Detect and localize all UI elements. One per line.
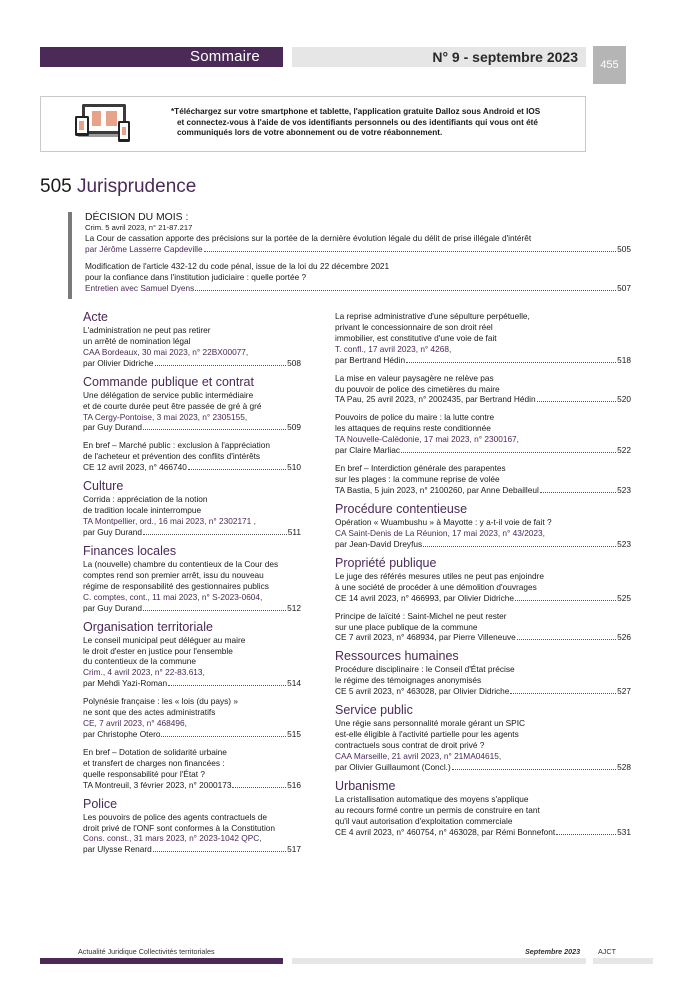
section-name: Jurisprudence bbox=[76, 176, 197, 197]
page-ref: 518 bbox=[617, 354, 631, 365]
entry-ref: CAA Bordeaux, 30 mai 2023, n° 22BX00077, bbox=[83, 346, 249, 357]
page-ref: 510 bbox=[287, 462, 301, 473]
entry-line: En bref – Marché public : exclusion à l'appréciation bbox=[83, 440, 270, 451]
app-text-line: *Téléchargez sur votre smartphone et tablette, l'application gratuite Dalloz sous Android et IOS bbox=[171, 107, 541, 116]
decision-author: par Jérôme Lasserre Capdeville bbox=[85, 244, 203, 254]
entry-last: par Guy Durand bbox=[83, 526, 143, 537]
page-ref: 523 bbox=[617, 484, 631, 495]
entry-line: Le juge des référés mesures utiles ne peut pas enjoindre bbox=[335, 570, 544, 581]
toc-entry[interactable] bbox=[335, 611, 631, 644]
category bbox=[335, 501, 631, 550]
modification-line: Modification de l'article 432-12 du code pénal, issue de la loi du 22 décembre 2021 bbox=[85, 261, 390, 271]
entry-line: privant le concessionnaire de son droit réel bbox=[335, 321, 493, 332]
decision-bar bbox=[68, 212, 72, 299]
toc-entry[interactable] bbox=[83, 559, 301, 614]
page-number: 455 bbox=[593, 46, 626, 84]
entry-line: Principe de laïcité : Saint-Michel ne peut rester bbox=[335, 610, 507, 621]
issue-label: N° 9 - septembre 2023 bbox=[432, 49, 578, 65]
entry-last-row bbox=[83, 729, 301, 740]
page-ref: 522 bbox=[617, 445, 631, 456]
page-ref: 527 bbox=[617, 686, 631, 697]
entry-line: En bref – Dotation de solidarité urbaine bbox=[83, 746, 227, 757]
entry-line: de l'acheteur et prévention des conflits d'intérêts bbox=[83, 451, 261, 462]
entry-line: Corrida : appréciation de la notion bbox=[83, 494, 208, 505]
entry-line: ne sont que des actes administratifs bbox=[83, 707, 216, 718]
dot-leader bbox=[517, 639, 616, 640]
right-column bbox=[335, 311, 631, 843]
dot-leader bbox=[168, 685, 286, 686]
dot-leader bbox=[556, 834, 616, 835]
dot-leader bbox=[153, 851, 286, 852]
page-ref: 515 bbox=[287, 728, 301, 739]
category-title: Culture bbox=[83, 479, 124, 494]
section-number: 505 bbox=[40, 176, 72, 197]
entry-last-row bbox=[83, 603, 301, 614]
category bbox=[83, 309, 301, 369]
app-text-line: et connectez-vous à l'aide de vos identifiants personnels ou des identifiants qui vous ont été bbox=[177, 117, 538, 127]
toc-entry[interactable] bbox=[83, 325, 301, 369]
category bbox=[335, 648, 631, 697]
entry-last-row bbox=[335, 827, 631, 838]
entry-line: qu'il vaut autorisation d'exploitation commerciale bbox=[335, 815, 513, 826]
dot-leader bbox=[232, 787, 286, 788]
entry-last-row bbox=[335, 355, 631, 366]
entry-ref: TA Montpellier, ord., 16 mai 2023, n° 2302171 , bbox=[83, 516, 256, 527]
entry-line: La cristallisation automatique des moyens s'applique bbox=[335, 793, 529, 804]
category bbox=[83, 619, 301, 791]
dot-leader bbox=[515, 600, 616, 601]
category bbox=[83, 374, 301, 474]
entry-ref: T. confl., 17 avril 2023, n° 4268, bbox=[335, 343, 452, 354]
entry-line: immobilier, est constitutive d'une voie de fait bbox=[335, 332, 497, 343]
footer-date: Septembre 2023 bbox=[525, 947, 581, 956]
entry-line: La mise en valeur paysagère ne relève pas bbox=[335, 372, 494, 383]
entry-last-row bbox=[83, 678, 301, 689]
category-title: Ressources humaines bbox=[335, 649, 459, 664]
category bbox=[83, 543, 301, 614]
entry-line: Opération « Wuambushu » à Mayotte : y a-t-il voie de fait ? bbox=[335, 516, 552, 527]
toc-entry[interactable] bbox=[83, 747, 301, 791]
entry-line: Le conseil municipal peut déléguer au maire bbox=[83, 634, 246, 645]
dot-leader bbox=[423, 546, 616, 547]
entry-last: TA Bastia, 5 juin 2023, n° 2100260, par Anne Debailleul bbox=[335, 484, 539, 495]
entry-last: CE 5 avril 2023, n° 463028, par Olivier Didriche bbox=[335, 686, 510, 697]
entry-line: quelle responsabilité pour l'État ? bbox=[83, 768, 205, 779]
interview-label: Entretien avec Samuel Dyens bbox=[85, 283, 195, 293]
entry-ref: C. comptes, cont., 11 mai 2023, n° S-2023-0604, bbox=[83, 591, 263, 602]
dot-leader bbox=[143, 534, 287, 535]
page-ref: 516 bbox=[287, 779, 301, 790]
page-ref: 517 bbox=[287, 844, 301, 855]
footer-grey-band bbox=[292, 958, 586, 964]
entry-line: un arrêté de nomination légal bbox=[83, 335, 191, 346]
devices-icon bbox=[72, 103, 136, 145]
entry-last: par Olivier Didriche bbox=[83, 357, 154, 368]
entry-line: L'administration ne peut pas retirer bbox=[83, 325, 211, 335]
toc-entry[interactable] bbox=[335, 794, 631, 838]
toc-entry[interactable] bbox=[83, 390, 301, 434]
category bbox=[335, 702, 631, 773]
page-ref: 511 bbox=[287, 526, 301, 537]
page-ref: 531 bbox=[617, 826, 631, 837]
page-ref: 523 bbox=[617, 538, 631, 549]
entry-last: TA Pau, 25 avril 2023, n° 2002435, par Bertrand Hédin bbox=[335, 394, 536, 405]
dot-leader bbox=[204, 251, 617, 252]
entry-line: Les pouvoirs de police des agents contractuels de bbox=[83, 811, 268, 822]
entry-last-row bbox=[335, 632, 631, 643]
dot-leader bbox=[510, 693, 616, 694]
category-title: Organisation territoriale bbox=[83, 619, 213, 634]
category-title: Service public bbox=[335, 703, 413, 718]
toc-entry[interactable] bbox=[335, 718, 631, 773]
toc-entry[interactable] bbox=[335, 373, 631, 406]
entry-last: par Mehdi Yazi-Roman bbox=[83, 678, 168, 689]
page-title: Sommaire bbox=[190, 48, 260, 65]
entry-last-row bbox=[335, 394, 631, 405]
entry-last: par Christophe Otero bbox=[83, 728, 161, 739]
entry-line: du contentieux de la commune bbox=[83, 656, 197, 667]
entry-line: les attaques de requins reste conditionnée bbox=[335, 423, 491, 434]
entry-last: par Ulysse Renard bbox=[83, 844, 152, 855]
modification-line: pour la confiance dans l'institution judiciaire : quelle portée ? bbox=[85, 272, 307, 282]
page-ref: 507 bbox=[617, 283, 631, 293]
category-title: Procédure contentieuse bbox=[335, 501, 468, 516]
toc-entry[interactable] bbox=[83, 494, 301, 538]
category-title: Propriété publique bbox=[335, 555, 437, 570]
entry-last: par Claire Marliac bbox=[335, 445, 401, 456]
dot-leader bbox=[540, 492, 616, 493]
app-text-line: communiqués lors de votre abonnement ou de votre réabonnement. bbox=[177, 128, 443, 138]
page-ref: 509 bbox=[287, 422, 301, 433]
entry-last: par Bertrand Hédin bbox=[335, 354, 406, 365]
entry-line: Une régie sans personnalité morale gérant un SPIC bbox=[335, 718, 526, 729]
app-download-text bbox=[171, 107, 583, 139]
entry-last-row bbox=[335, 485, 631, 496]
entry-line: et transfert de charges non financées : bbox=[83, 757, 225, 768]
category-title: Commande publique et contrat bbox=[83, 374, 254, 389]
entry-last-row bbox=[83, 844, 301, 855]
dot-leader bbox=[537, 401, 617, 402]
footer-right-band bbox=[593, 958, 653, 964]
toc-entry[interactable] bbox=[335, 517, 631, 550]
page-ref: 528 bbox=[617, 761, 631, 772]
footer-code: AJCT bbox=[598, 947, 616, 956]
entry-last-row bbox=[335, 445, 631, 456]
dot-leader bbox=[143, 429, 286, 430]
decision-case: Crim. 5 avril 2023, n° 21-87.217 bbox=[85, 223, 193, 232]
footer-journal: Actualité Juridique Collectivités territoriales bbox=[78, 947, 215, 956]
decision-summary: La Cour de cassation apporte des précisions sur la portée de la dernière évolution légale du délit de prise illégale d'intérêt bbox=[85, 233, 532, 243]
toc-entry[interactable] bbox=[83, 635, 301, 690]
dot-leader bbox=[406, 362, 616, 363]
entry-last-row bbox=[335, 762, 631, 773]
category bbox=[335, 555, 631, 644]
dot-leader bbox=[188, 469, 286, 470]
entry-line: sur les plages : la commune reprise de volée bbox=[335, 474, 500, 485]
page-ref: 505 bbox=[617, 244, 631, 254]
entry-line: Une délégation de service public intermédiaire bbox=[83, 389, 254, 400]
dot-leader bbox=[401, 452, 616, 453]
entry-line: Polynésie française : les « lois (du pays) » bbox=[83, 696, 238, 707]
entry-last: TA Montreuil, 3 février 2023, n° 2000173 bbox=[83, 779, 232, 790]
entry-last-row bbox=[83, 358, 301, 369]
category-title: Police bbox=[83, 796, 118, 811]
entry-ref: TA Cergy-Pontoise, 3 mai 2023, n° 2305155, bbox=[83, 411, 248, 422]
toc-entry[interactable] bbox=[335, 664, 631, 697]
category-title: Acte bbox=[83, 310, 109, 324]
entry-line: comptes rend son premier arrêt, issu du nouveau bbox=[83, 569, 264, 580]
entry-last: CE 7 avril 2023, n° 468934, par Pierre Villeneuve bbox=[335, 632, 516, 643]
entry-last-row bbox=[83, 780, 301, 791]
entry-ref: Crim., 4 avril 2023, n° 22-83.613, bbox=[83, 667, 205, 678]
entry-line: du pouvoir de police des cimetières du maire bbox=[335, 383, 500, 394]
decision-block bbox=[85, 212, 631, 294]
entry-line: est-elle éligible à l'activité partielle pour les agents bbox=[335, 729, 519, 740]
entry-last-row bbox=[83, 462, 301, 473]
dot-leader bbox=[143, 610, 286, 611]
entry-last-row bbox=[335, 539, 631, 550]
page-ref: 508 bbox=[287, 357, 301, 368]
toc-entry[interactable] bbox=[83, 696, 301, 740]
entry-line: La reprise administrative d'une sépulture perpétuelle, bbox=[335, 311, 530, 321]
entry-line: au recours formé contre un permis de construire en tant bbox=[335, 804, 540, 815]
entry-line: En bref – Interdiction générale des parapentes bbox=[335, 463, 506, 474]
entry-line: de tradition locale ininterrompue bbox=[83, 505, 202, 516]
toc-entry[interactable] bbox=[335, 571, 631, 604]
category bbox=[83, 478, 301, 538]
page-ref: 512 bbox=[287, 602, 301, 613]
entry-line: et de courte durée peut être passée de gré à gré bbox=[83, 400, 262, 411]
entry-last: CE 12 avril 2023, n° 466740 bbox=[83, 462, 187, 473]
page-ref: 514 bbox=[287, 678, 301, 689]
page-ref: 525 bbox=[617, 592, 631, 603]
entry-last-row bbox=[335, 593, 631, 604]
entry-last: par Guy Durand bbox=[83, 422, 143, 433]
entry-line: sur une place publique de la commune bbox=[335, 621, 478, 632]
entry-line: droit privé de l'ONF sont conformes à la Constitution bbox=[83, 822, 276, 833]
entry-ref: Cons. const., 31 mars 2023, n° 2023-1042 QPC, bbox=[83, 833, 262, 844]
left-column bbox=[83, 309, 301, 860]
dot-leader bbox=[452, 769, 616, 770]
page-ref: 520 bbox=[617, 394, 631, 405]
page-ref: 526 bbox=[617, 632, 631, 643]
entry-ref: CE, 7 avril 2023, n° 468496, bbox=[83, 718, 187, 729]
decision-heading: DÉCISION DU MOIS : bbox=[85, 212, 189, 223]
category-title: Finances locales bbox=[83, 543, 177, 558]
entry-last: CE 14 avril 2023, n° 466993, par Olivier Didriche bbox=[335, 592, 515, 603]
toc-entry[interactable] bbox=[335, 311, 631, 366]
category-title: Urbanisme bbox=[335, 778, 396, 793]
footer-band bbox=[40, 958, 283, 964]
category bbox=[335, 311, 631, 496]
entry-ref: TA Nouvelle-Calédonie, 17 mai 2023, n° 2300167, bbox=[335, 434, 519, 445]
toc-entry[interactable] bbox=[335, 463, 631, 496]
entry-line: contractuels sous contrat de droit privé ? bbox=[335, 740, 485, 751]
entry-line: La (nouvelle) chambre du contentieux de la Cour des bbox=[83, 558, 279, 569]
toc-entry[interactable] bbox=[85, 244, 631, 255]
category bbox=[83, 796, 301, 856]
dot-leader bbox=[195, 290, 616, 291]
entry-last: par Jean-David Dreyfus bbox=[335, 538, 423, 549]
entry-last-row bbox=[335, 686, 631, 697]
entry-last: par Guy Durand bbox=[83, 602, 143, 613]
entry-line: Pouvoirs de police du maire : la lutte contre bbox=[335, 412, 495, 423]
toc-entry[interactable] bbox=[83, 440, 301, 473]
dot-leader bbox=[161, 736, 286, 737]
dot-leader bbox=[155, 365, 287, 366]
entry-line: le droit d'ester en justice pour l'ensemble bbox=[83, 645, 233, 656]
section-heading bbox=[40, 176, 196, 198]
entry-line: régime de responsabilité des gestionnaires publics bbox=[83, 580, 269, 591]
entry-last-row bbox=[83, 527, 301, 538]
entry-last: par Olivier Guillaumont (Concl.) bbox=[335, 761, 451, 772]
toc-entry[interactable] bbox=[83, 812, 301, 856]
category bbox=[335, 778, 631, 838]
entry-ref: CA Saint-Denis de La Réunion, 17 mai 2023, n° 43/2023, bbox=[335, 527, 545, 538]
entry-line: à une société de procéder à une démolition d'ouvrages bbox=[335, 581, 537, 592]
entry-last: CE 4 avril 2023, n° 460754, n° 463028, par Rémi Bonnefont bbox=[335, 826, 556, 837]
entry-ref: CAA Marseille, 21 avril 2023, n° 21MA04615, bbox=[335, 750, 502, 761]
entry-line: Procédure disciplinaire : le Conseil d'État précise bbox=[335, 664, 515, 675]
toc-entry[interactable] bbox=[85, 283, 631, 294]
entry-line: le régime des témoignages anonymisés bbox=[335, 675, 482, 686]
entry-last-row bbox=[83, 422, 301, 433]
toc-entry[interactable] bbox=[335, 412, 631, 456]
